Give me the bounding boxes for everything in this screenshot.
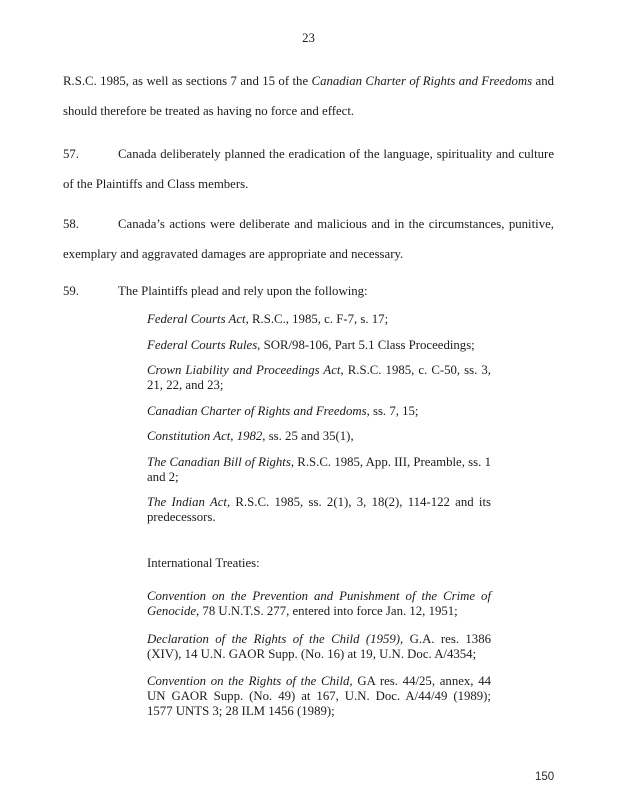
citation-item: Federal Courts Act, R.S.C., 1985, c. F-7, s. 17; — [147, 312, 389, 326]
page-number-top: 23 — [302, 31, 315, 45]
treaty-item: Convention on the Prevention and Punishment of the Crime of Genocide, 78 U.N.T.S. 277, entered into force Jan. 12, 1951; — [147, 589, 491, 618]
treaty-item: Declaration of the Rights of the Child (1959), G.A. res. 1386 (XIV), 14 U.N. GAOR Supp. (No. 16) at 19, U.N. Doc. A/4354; — [147, 631, 492, 661]
citation-item: The Indian Act, R.S.C. 1985, ss. 2(1), 3, 18(2), 114-122 and its predecessors. — [147, 495, 492, 524]
paragraph-number: 59. — [63, 284, 79, 298]
paragraph: 59. The Plaintiffs plead and rely upon the following: — [63, 276, 554, 306]
paragraph-number: 58. — [63, 217, 79, 231]
citation-item: Constitution Act, 1982, ss. 25 and 35(1), — [147, 429, 354, 443]
paragraphs-container — [63, 66, 554, 306]
page-number-bottom: 150 — [535, 771, 555, 783]
paragraph: 58. Canada’s actions were deliberate and malicious and in the circumstances, punitive, exemplary and aggravated damages are appropriate and necessary. — [63, 209, 554, 269]
citation-item: Federal Courts Rules, SOR/98-106, Part 5.1 Class Proceedings; — [147, 337, 475, 352]
paragraph-number: 57. — [63, 147, 79, 161]
citation-item: Canadian Charter of Rights and Freedoms, ss. 7, 15; — [147, 403, 419, 418]
treaties-heading: International Treaties: — [147, 556, 260, 570]
paragraph: R.S.C. 1985, as well as sections 7 and 15 of the Canadian Charter of Rights and Freedoms and should therefore be treated as having no force and effect. — [63, 74, 554, 118]
document-body — [63, 66, 554, 719]
paragraph: 57. Canada deliberately planned the eradication of the language, spirituality and culture of the Plaintiffs and Class members. — [63, 139, 554, 199]
treaties-list — [63, 589, 554, 719]
citations-list — [63, 312, 554, 525]
citation-item: The Canadian Bill of Rights, R.S.C. 1985, App. III, Preamble, ss. 1 and 2; — [147, 454, 491, 484]
treaty-item: Convention on the Rights of the Child, GA res. 44/25, annex, 44 UN GAOR Supp. (No. 49) at 167, U.N. Doc. A/44/49 (1989); 1577 UNTS 3; 28 ILM 1456 (1989); — [147, 674, 491, 718]
citation-item: Crown Liability and Proceedings Act, R.S.C. 1985, c. C-50, ss. 3, 21, 22, and 23; — [147, 363, 491, 392]
